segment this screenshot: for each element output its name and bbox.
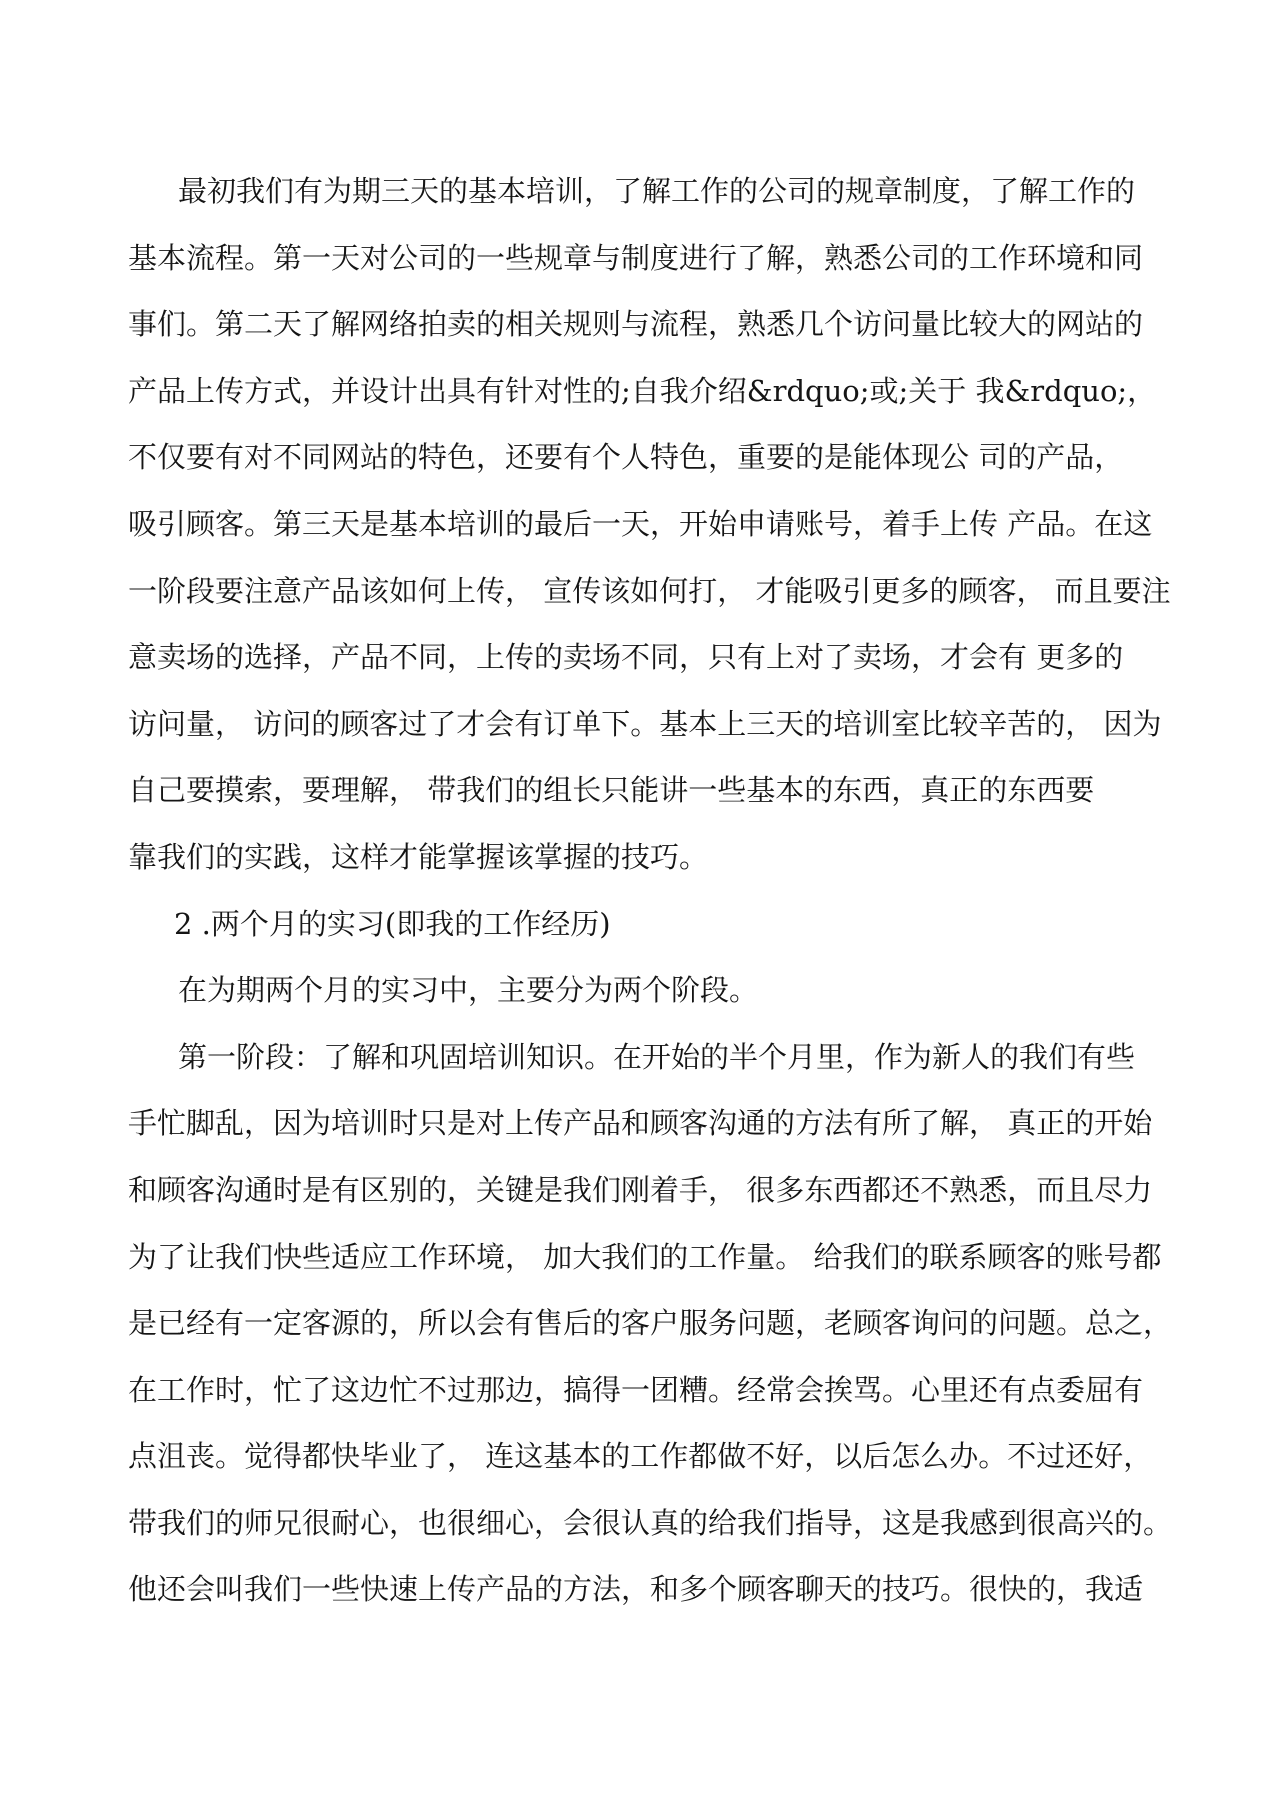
paragraph-line-8: 意卖场的选择，产品不同，上传的卖场不同，只有上对了卖场，才会有 更多的 (128, 640, 1124, 675)
paragraph-line-16: 和顾客沟通时是有区别的，关键是我们刚着手， 很多东西都还不熟悉，而且尽力 (128, 1172, 1153, 1207)
paragraph-line-20: 点沮丧。觉得都快毕业了， 连这基本的工作都做不好，以后怎么办。不过还好， (128, 1439, 1153, 1474)
paragraph-line-17: 为了让我们快些适应工作环境， 加大我们的工作量。 给我们的联系顾客的账号都 (128, 1239, 1162, 1274)
paragraph-line-4: 产品上传方式，并设计出具有针对性的;自我介绍&rdquo;或;关于 我&rdquo;， (128, 373, 1157, 408)
paragraph-line-15: 手忙脚乱，因为培训时只是对上传产品和顾客沟通的方法有所了解， 真正的开始 (128, 1106, 1153, 1141)
paragraph-line-6: 吸引顾客。第三天是基本培训的最后一天，开始申请账号，着手上传 产品。在这 (128, 506, 1153, 541)
paragraph-line-9: 访问量， 访问的顾客过了才会有订单下。基本上三天的培训室比较辛苦的， 因为 (128, 706, 1162, 741)
paragraph-line-14: 第一阶段：了解和巩固培训知识。在开始的半个月里，作为新人的我们有些 (178, 1039, 1136, 1074)
paragraph-line-18: 是已经有一定客源的，所以会有售后的客户服务问题，老顾客询问的问题。总之， (128, 1306, 1173, 1341)
paragraph-line-3: 事们。第二天了解网络拍卖的相关规则与流程，熟悉几个访问量比较大的网站的 (128, 307, 1144, 342)
section-heading: 2 .两个月的实习(即我的工作经历) (174, 906, 611, 941)
paragraph-line-22: 他还会叫我们一些快速上传产品的方法，和多个顾客聊天的技巧。很快的，我适 (128, 1572, 1144, 1607)
paragraph-line-11: 靠我们的实践，这样才能掌握该掌握的技巧。 (128, 839, 709, 874)
paragraph-line-1: 最初我们有为期三天的基本培训，了解工作的公司的规章制度，了解工作的 (178, 174, 1136, 208)
document-body (128, 158, 1178, 1623)
paragraph-line-13: 在为期两个月的实习中，主要分为两个阶段。 (178, 973, 759, 1008)
paragraph-line-7: 一阶段要注意产品该如何上传， 宣传该如何打， 才能吸引更多的顾客， 而且要注 (128, 573, 1171, 608)
paragraph-line-2: 基本流程。第一天对公司的一些规章与制度进行了解，熟悉公司的工作环境和同 (128, 240, 1144, 275)
paragraph-line-21: 带我们的师兄很耐心，也很细心，会很认真的给我们指导，这是我感到很高兴的。 (128, 1505, 1173, 1540)
paragraph-line-10: 自己要摸索，要理解， 带我们的组长只能讲一些基本的东西，真正的东西要 (128, 773, 1095, 808)
paragraph-line-5: 不仅要有对不同网站的特色，还要有个人特色，重要的是能体现公 司的产品， (128, 440, 1124, 475)
paragraph-line-19: 在工作时，忙了这边忙不过那边，搞得一团糟。经常会挨骂。心里还有点委屈有 (128, 1372, 1144, 1407)
